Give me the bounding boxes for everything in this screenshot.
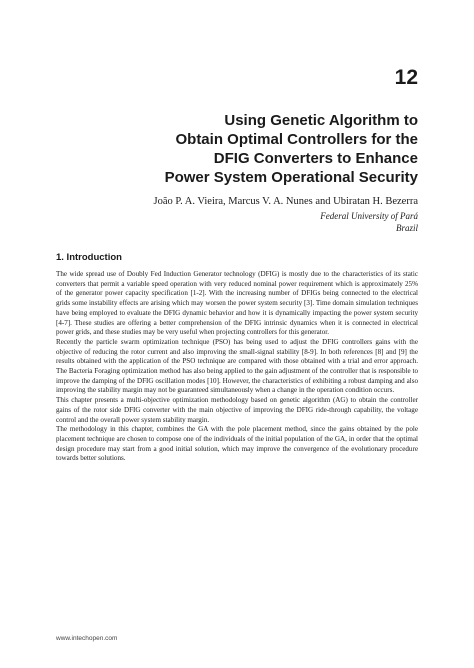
paragraph: Recently the particle swarm optimization technique (PSO) has being used to adjust the DFIG controllers gains with the objective of reducing the rotor current and also improving the small-signal stability [8-9]. In both references [8] and [9] the results obtained with the application of the PSO technique are compared with those obtained with a trial and error approach. The Bacteria Foraging optimization method has also being applied to the gain adjustment of the controller that is responsible to improve the damping of the DFIG oscillation modes [10]. However, the characteristics of exhibiting a robust damping and also improving the stability margin may not be guaranteed simultaneously when a change in the operation condition occurs. xyxy=(56,337,418,395)
chapter-title xyxy=(88,111,418,187)
title-line: DFIG Converters to Enhance xyxy=(213,150,418,167)
author-list: João P. A. Vieira, Marcus V. A. Nunes and Ubiratan H. Bezerra xyxy=(153,196,418,207)
paragraph: This chapter presents a multi-objective optimization methodology based on genetic algorithm (AG) to obtain the controller gains of the rotor side DFIG converter with the main objective of improving the DFIG ride-through capability, the voltage control and the overall power system stability margin. xyxy=(56,396,418,424)
affiliation-institution: Federal University of Pará xyxy=(320,211,418,221)
section-heading: 1. Introduction xyxy=(56,252,122,263)
body-text xyxy=(56,270,418,464)
title-line: Using Genetic Algorithm to xyxy=(224,112,418,129)
footer-url: www.intechopen.com xyxy=(56,635,118,642)
paragraph: The wide spread use of Doubly Fed Induction Generator technology (DFIG) is mostly due to the characteristics of its static converters that permit a variable speed operation with very reduced nominal power requirement which is approximately 25% of the generator power capacity specification [1-2]. With the increasing number of DFIGs being connected to the electrical grids some instability effects are arising which may worsen the power system security [3]. Time domain simulation techniques have being employed to evaluate the DFIG dynamic behavior and how it is dynamically impacting the power system security [4-7]. These studies are offering a better comprehension of the DFIG intrinsic dynamics when it is connected in electrical power grids, and these studies may be very useful when projecting controllers for this generator. xyxy=(56,270,418,337)
title-line: Power System Operational Security xyxy=(164,169,418,186)
title-line: Obtain Optimal Controllers for the xyxy=(175,131,418,148)
affiliation-country: Brazil xyxy=(395,223,418,233)
chapter-number: 12 xyxy=(394,66,418,89)
paragraph: The methodology in this chapter, combines the GA with the pole placement method, since the gains obtained by the pole placement technique are chosen to compose one of the individuals of the initial population of the GA, in order that the optimal design procedure may start from a good initial solution, which may improve the convergence of the evolutionary procedure towards better solutions. xyxy=(56,425,418,463)
